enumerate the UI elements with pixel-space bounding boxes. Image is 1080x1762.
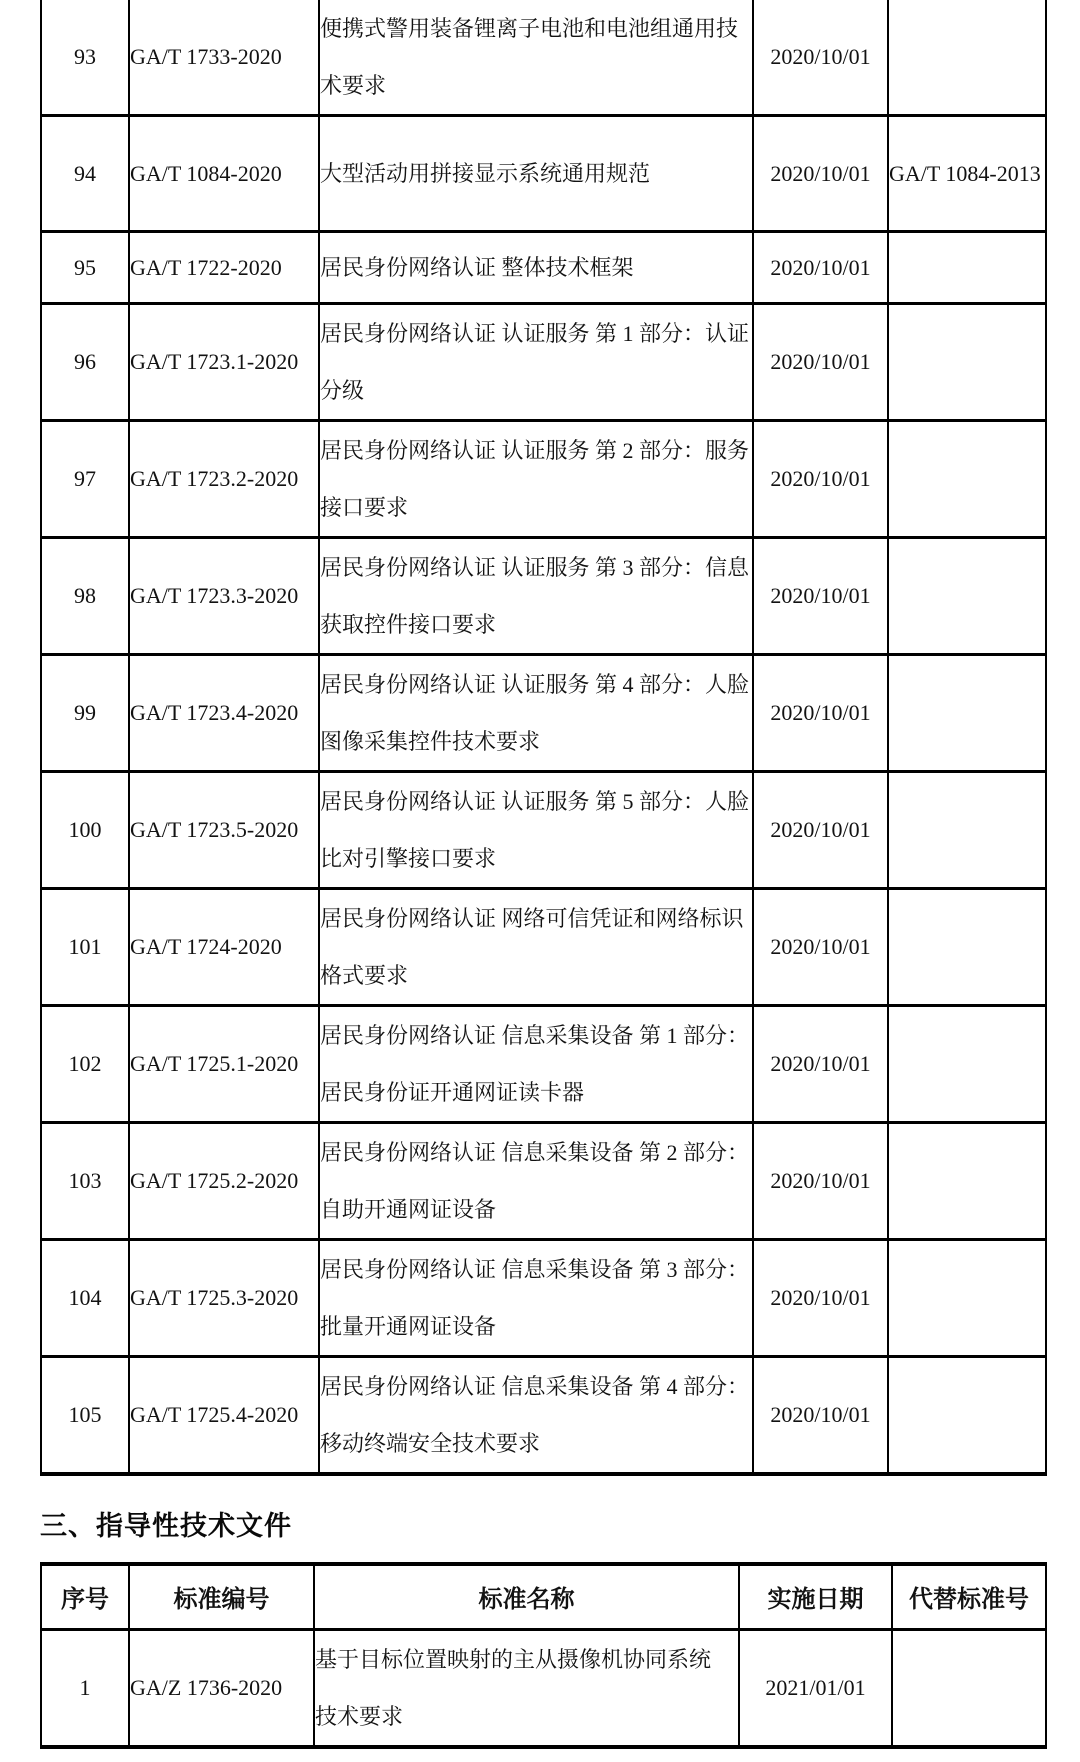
row-serial-number: 104 [41,1240,129,1357]
replaced-standard-code [888,0,1046,116]
column-header-serial-number: 序号 [41,1564,129,1629]
standard-code: GA/T 1725.4-2020 [129,1357,319,1475]
standard-code: GA/T 1723.2-2020 [129,421,319,538]
implementation-date: 2020/10/01 [753,421,888,538]
section-heading: 三、指导性技术文件 [40,1511,292,1541]
implementation-date: 2021/01/01 [739,1629,892,1747]
table-row [41,421,1046,538]
standard-code: GA/T 1722-2020 [129,232,319,304]
row-serial-number: 96 [41,304,129,421]
column-header-standard-name: 标准名称 [314,1564,739,1629]
row-serial-number: 105 [41,1357,129,1475]
standard-code: GA/T 1725.2-2020 [129,1123,319,1240]
replaced-standard-code [888,421,1046,538]
table-row [41,655,1046,772]
table-row [41,1006,1046,1123]
table-row [41,772,1046,889]
implementation-date: 2020/10/01 [753,1240,888,1357]
standard-name: 居民身份网络认证 信息采集设备 第 3 部分： 批量开通网证设备 [319,1240,753,1357]
replaced-standard-code [888,889,1046,1006]
implementation-date: 2020/10/01 [753,232,888,304]
replaced-standard-code [888,772,1046,889]
standard-name: 居民身份网络认证 认证服务 第 5 部分：人脸 比对引擎接口要求 [319,772,753,889]
table-row [41,889,1046,1006]
table-row [41,1357,1046,1475]
implementation-date: 2020/10/01 [753,1357,888,1475]
replaced-standard-code [888,1006,1046,1123]
standard-name: 居民身份网络认证 信息采集设备 第 2 部分： 自助开通网证设备 [319,1123,753,1240]
table-row [41,0,1046,116]
row-serial-number: 101 [41,889,129,1006]
replaced-standard-code [892,1629,1046,1747]
implementation-date: 2020/10/01 [753,1006,888,1123]
standard-name: 居民身份网络认证 认证服务 第 2 部分：服务 接口要求 [319,421,753,538]
standard-code: GA/T 1723.3-2020 [129,538,319,655]
implementation-date: 2020/10/01 [753,116,888,232]
row-serial-number: 98 [41,538,129,655]
implementation-date: 2020/10/01 [753,304,888,421]
standard-name: 居民身份网络认证 整体技术框架 [319,232,753,304]
implementation-date: 2020/10/01 [753,1123,888,1240]
row-serial-number: 93 [41,0,129,116]
row-serial-number: 102 [41,1006,129,1123]
implementation-date: 2020/10/01 [753,0,888,116]
standards-table [40,0,1047,1476]
implementation-date: 2020/10/01 [753,772,888,889]
replaced-standard-code [888,232,1046,304]
standard-code: GA/Z 1736-2020 [129,1629,314,1747]
standard-name: 大型活动用拼接显示系统通用规范 [319,116,753,232]
replaced-standard-code [888,655,1046,772]
row-serial-number: 1 [41,1629,129,1747]
standard-name: 居民身份网络认证 认证服务 第 3 部分：信息 获取控件接口要求 [319,538,753,655]
standard-name: 居民身份网络认证 信息采集设备 第 1 部分： 居民身份证开通网证读卡器 [319,1006,753,1123]
row-serial-number: 99 [41,655,129,772]
standard-code: GA/T 1723.1-2020 [129,304,319,421]
row-serial-number: 100 [41,772,129,889]
standard-name: 居民身份网络认证 认证服务 第 1 部分：认证 分级 [319,304,753,421]
replaced-standard-code: GA/T 1084-2013 [888,116,1046,232]
column-header-implementation-date: 实施日期 [739,1564,892,1629]
implementation-date: 2020/10/01 [753,889,888,1006]
standard-code: GA/T 1723.4-2020 [129,655,319,772]
table-row [41,1240,1046,1357]
column-header-standard-code: 标准编号 [129,1564,314,1629]
guidance-documents-table [40,1562,1047,1749]
standard-code: GA/T 1723.5-2020 [129,772,319,889]
standard-code: GA/T 1725.3-2020 [129,1240,319,1357]
standard-name: 居民身份网络认证 信息采集设备 第 4 部分： 移动终端安全技术要求 [319,1357,753,1475]
column-header-replaced-standard: 代替标准号 [892,1564,1046,1629]
replaced-standard-code [888,538,1046,655]
table-row [41,304,1046,421]
replaced-standard-code [888,1357,1046,1475]
standard-name: 居民身份网络认证 网络可信凭证和网络标识 格式要求 [319,889,753,1006]
row-serial-number: 103 [41,1123,129,1240]
replaced-standard-code [888,304,1046,421]
table-row [41,116,1046,232]
standard-name: 便携式警用装备锂离子电池和电池组通用技 术要求 [319,0,753,116]
standard-name: 居民身份网络认证 认证服务 第 4 部分：人脸 图像采集控件技术要求 [319,655,753,772]
table-row [41,1629,1046,1747]
implementation-date: 2020/10/01 [753,538,888,655]
row-serial-number: 94 [41,116,129,232]
standard-code: GA/T 1724-2020 [129,889,319,1006]
guidance-table-header-row [41,1564,1046,1629]
row-serial-number: 95 [41,232,129,304]
implementation-date: 2020/10/01 [753,655,888,772]
row-serial-number: 97 [41,421,129,538]
standard-code: GA/T 1733-2020 [129,0,319,116]
table-row [41,538,1046,655]
standard-name: 基于目标位置映射的主从摄像机协同系统 技术要求 [314,1629,739,1747]
replaced-standard-code [888,1123,1046,1240]
standard-code: GA/T 1084-2020 [129,116,319,232]
table-row [41,1123,1046,1240]
replaced-standard-code [888,1240,1046,1357]
standard-code: GA/T 1725.1-2020 [129,1006,319,1123]
table-row [41,232,1046,304]
